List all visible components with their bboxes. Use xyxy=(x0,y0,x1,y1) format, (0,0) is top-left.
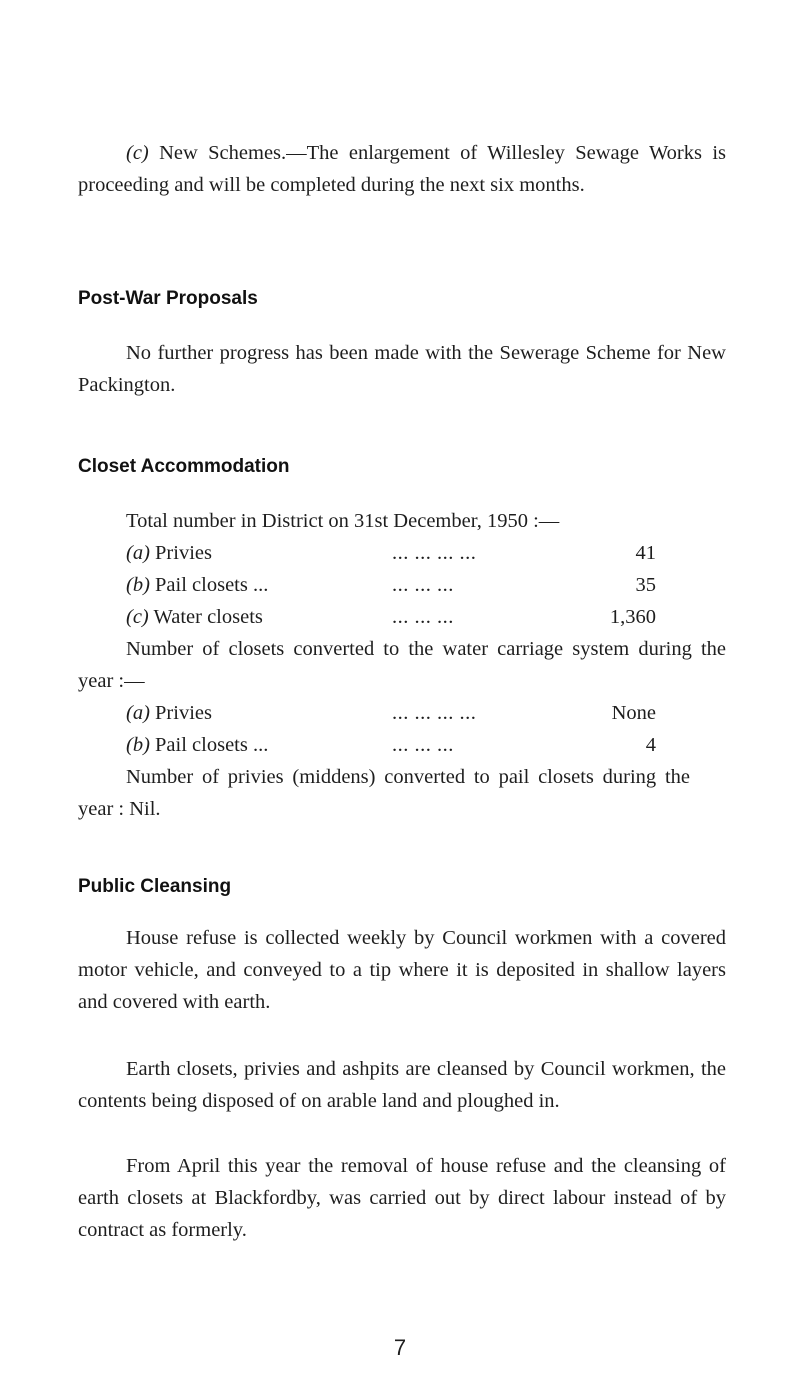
row-label: (b) Pail closets ... xyxy=(126,574,269,596)
closet-converted-row-pail xyxy=(126,729,656,761)
closet-converted-row-privies xyxy=(126,697,656,729)
post-war-paragraph: No further progress has been made with the Sewerage Scheme for New Packington. xyxy=(78,342,726,396)
post-war-heading: Post-War Proposals xyxy=(78,288,258,309)
leader-dots: ... ... ... ... xyxy=(392,542,477,564)
cleansing-paragraph-2: Earth closets, privies and ashpits are cleansed by Council workmen, the contents being disposed of on arable land and ploughed in. xyxy=(78,1058,726,1112)
row-label: (c) Water closets xyxy=(126,606,263,628)
new-schemes-paragraph xyxy=(78,137,726,201)
leader-dots: ... ... ... xyxy=(392,606,454,628)
row-label: (b) Pail closets ... xyxy=(126,734,269,756)
closet-total-row-water xyxy=(126,601,656,633)
new-schemes-marker: (c) xyxy=(126,142,149,164)
row-value: 1,360 xyxy=(609,606,656,628)
new-schemes-text: New Schemes.—The enlargement of Willesley Sewage Works is proceeding and will be completed during the next six months. xyxy=(78,142,726,196)
page-number: 7 xyxy=(393,1335,407,1360)
leader-dots: ... ... ... xyxy=(392,734,454,756)
closet-total-intro: Total number in District on 31st December, 1950 :— xyxy=(126,510,560,532)
cleansing-heading: Public Cleansing xyxy=(78,876,232,897)
closet-total-row-privies xyxy=(126,537,656,569)
row-value: 41 xyxy=(635,542,656,564)
closet-converted-intro: Number of closets converted to the water carriage system during the year :— xyxy=(78,638,726,692)
row-value: None xyxy=(611,702,656,724)
row-value: 4 xyxy=(645,734,656,756)
row-value: 35 xyxy=(635,574,656,596)
closet-total-row-pail xyxy=(126,569,656,601)
leader-dots: ... ... ... xyxy=(392,574,454,596)
row-label: (a) Privies xyxy=(126,542,212,564)
row-label: (a) Privies xyxy=(126,702,212,724)
leader-dots: ... ... ... ... xyxy=(392,702,477,724)
privies-converted-paragraph: Number of privies (middens) converted to pail closets during the year : Nil. xyxy=(78,766,690,820)
cleansing-paragraph-1: House refuse is collected weekly by Council workmen with a covered motor vehicle, and conveyed to a tip where it is deposited in shallow layers and covered with earth. xyxy=(78,927,726,1013)
closet-heading: Closet Accommodation xyxy=(78,456,290,477)
cleansing-paragraph-3: From April this year the removal of house refuse and the cleansing of earth closets at Blackfordby, was carried out by direct labour instead of by contract as formerly. xyxy=(78,1155,726,1241)
